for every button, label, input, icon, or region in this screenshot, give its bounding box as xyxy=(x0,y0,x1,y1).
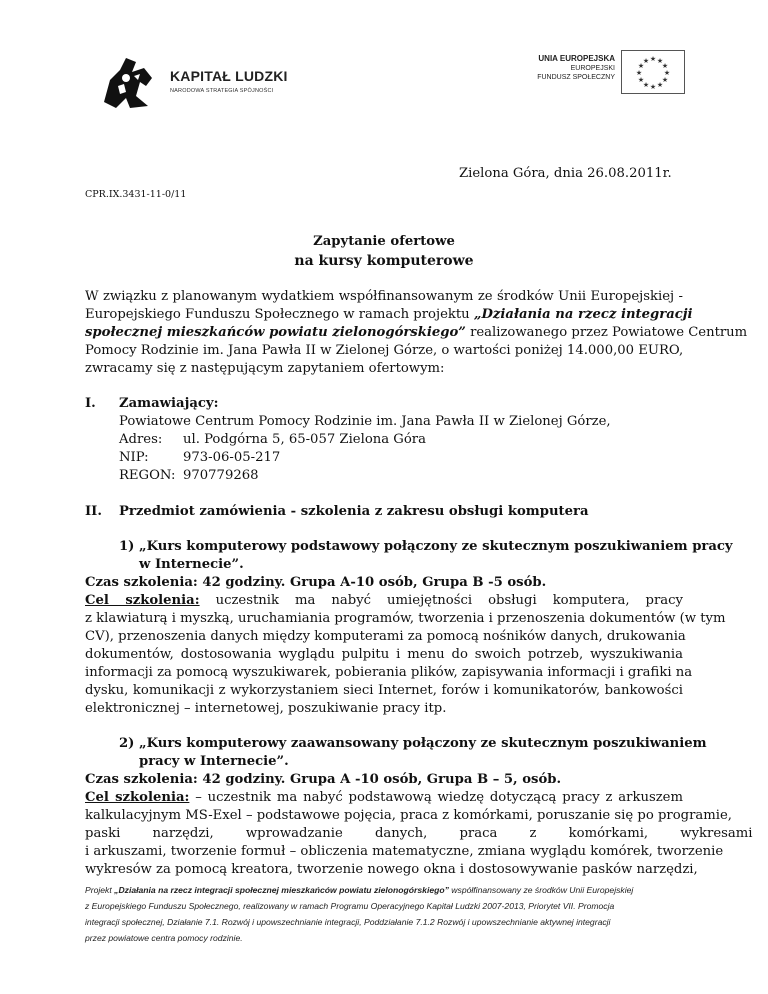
kapital-ludzki-subtitle: NARODOWA STRATEGIA SPÓJNOŚCI xyxy=(170,88,274,94)
kapital-ludzki-emblem xyxy=(96,52,162,112)
eu-flag-icon xyxy=(621,50,685,94)
course-2-number: 2) xyxy=(119,736,135,751)
intro-line-3 xyxy=(85,324,748,342)
svg-text:★: ★ xyxy=(635,69,643,77)
course-2-goal-line-1 xyxy=(85,789,683,807)
course-1-goal-line-1 xyxy=(85,592,683,610)
course-1-time: Czas szkolenia: 42 godziny. Grupa A-10 osób, Grupa B -5 osób. xyxy=(85,575,547,590)
course-1-goal-line-5: informacji za pomocą wyszukiwarek, pobierania plików, zapisywania informacji i grafiki na xyxy=(85,665,693,680)
document-title: Zapytanie ofertowe xyxy=(313,234,455,249)
svg-text:★: ★ xyxy=(637,76,645,84)
nip-value: 973-06-05-217 xyxy=(183,450,281,465)
course-1-goal-text: uczestnik ma nabyć umiejętności obsługi komputera, pracy xyxy=(199,593,683,608)
eu-logo xyxy=(505,48,685,108)
course-2-goal-text: – uczestnik ma nabyć podstawową wiedzę dotyczącą pracy z arkuszem xyxy=(189,790,683,805)
section-1-number: I. xyxy=(85,396,96,411)
eu-logo-line1: UNIA EUROPEJSKA xyxy=(538,54,615,63)
course-2-goal-line-3: paski narzędzi, wprowadzanie danych, praca z komórkami, wykresami xyxy=(85,826,753,841)
address-value: ul. Podgórna 5, 65-057 Zielona Góra xyxy=(183,432,426,447)
course-2-time: Czas szkolenia: 42 godziny. Grupa A -10 osób, Grupa B – 5, osób. xyxy=(85,772,562,787)
regon-label: REGON: xyxy=(119,468,176,483)
intro-line-5: zwracamy się z następującym zapytaniem ofertowym: xyxy=(85,361,445,376)
course-1-title-line-1: „Kurs komputerowy podstawowy połączony ze skutecznym poszukiwaniem pracy xyxy=(139,539,733,554)
course-1-title-line-2: w Internecie”. xyxy=(139,557,244,572)
course-1-goal-line-3: CV), przenoszenia danych między komputerami za pomocą nośników danych, drukowania xyxy=(85,629,686,644)
eu-logo-line2: EUROPEJSKI xyxy=(570,65,615,72)
kapital-ludzki-logo xyxy=(96,52,286,112)
svg-text:★: ★ xyxy=(663,69,671,77)
course-1-number: 1) xyxy=(119,539,135,554)
footer-prefix: Projekt xyxy=(85,885,115,895)
course-2-goal-line-2: kalkulacyjnym MS-Exel – podstawowe pojęcia, praca z komórkami, poruszanie się po programie, xyxy=(85,808,732,823)
svg-text:★: ★ xyxy=(656,57,664,65)
footer-project-name: „Działania na rzecz integracji społecznej mieszkańców powiatu zielonogórskiego” xyxy=(114,885,449,895)
course-1-goal-line-2: z klawiaturą i myszką, uruchamiania programów, tworzenia i przenoszenia dokumentów (w tym xyxy=(85,611,726,626)
svg-text:★: ★ xyxy=(656,81,664,89)
section-2-number: II. xyxy=(85,504,102,519)
regon-value: 970779268 xyxy=(183,468,259,483)
intro-line-1: W związku z planowanym wydatkiem współfinansowanym ze środków Unii Europejskiej - xyxy=(85,289,683,304)
nip-label: NIP: xyxy=(119,450,149,465)
course-2-goal-line-5: wykresów za pomocą kreatora, tworzenie nowego okna i dostosowywanie pasków narzędzi, xyxy=(85,862,698,877)
svg-text:★: ★ xyxy=(661,62,669,70)
footer-line-4: przez powiatowe centra pomocy rodzinie. xyxy=(85,933,243,943)
course-2-title-line-1: „Kurs komputerowy zaawansowany połączony ze skutecznym poszukiwaniem xyxy=(139,736,707,751)
reference-number: CPR.IX.3431-11-0/11 xyxy=(85,189,187,200)
eu-logo-text xyxy=(537,54,615,82)
footer-line-2: z Europejskiego Funduszu Społecznego, realizowany w ramach Programu Operacyjnego Kapitał Ludzki 2007-2013, Priorytet VII. Promocja xyxy=(85,901,615,911)
footer-line-1 xyxy=(85,882,683,898)
section-2-heading: Przedmiot zamówienia - szkolenia z zakresu obsługi komputera xyxy=(119,504,589,519)
svg-text:★: ★ xyxy=(649,55,657,63)
footer-line-3: integracji społecznej, Działanie 7.1. Rozwój i upowszechnianie integracji, Poddziałanie 7.1.2 Rozwój i upowszechnianie aktywnej integracji xyxy=(85,917,611,927)
address-label: Adres: xyxy=(119,432,163,447)
project-name-part1: „Działania na rzecz integracji xyxy=(473,307,693,322)
svg-text:★: ★ xyxy=(642,81,650,89)
course-1-goal-label: Cel szkolenia: xyxy=(85,593,200,608)
intro-line-3-text: realizowanego przez Powiatowe Centrum xyxy=(465,325,748,340)
document-subtitle: na kursy komputerowe xyxy=(294,253,474,269)
place-date: Zielona Góra, dnia 26.08.2011r. xyxy=(459,166,672,181)
svg-text:★: ★ xyxy=(661,76,669,84)
kapital-ludzki-title: KAPITAŁ LUDZKI xyxy=(170,68,288,84)
footer-cofinanced: współfinansowany ze środków Unii Europejskiej xyxy=(448,885,634,895)
intro-line-2-text: Europejskiego Funduszu Społecznego w ramach projektu xyxy=(85,307,474,322)
intro-line-2 xyxy=(85,306,693,324)
project-name-part2: społecznej mieszkańców powiatu zielonogórskiego” xyxy=(85,325,466,340)
eu-logo-line3: FUNDUSZ SPOŁECZNY xyxy=(537,74,615,81)
course-2-goal-label: Cel szkolenia: xyxy=(85,790,190,805)
svg-text:★: ★ xyxy=(637,62,645,70)
course-2-goal-line-4: i arkuszami, tworzenie formuł – obliczenia matematyczne, zmiana wyglądu komórek, tworzenie xyxy=(85,844,724,859)
svg-text:★: ★ xyxy=(642,57,650,65)
course-2-title-line-2: pracy w Internecie”. xyxy=(139,754,289,769)
intro-line-4: Pomocy Rodzinie im. Jana Pawła II w Zielonej Górze, o wartości poniżej 14.000,00 EURO, xyxy=(85,343,684,358)
course-1-goal-line-7: elektronicznej – internetowej, poszukiwanie pracy itp. xyxy=(85,701,447,716)
orderer-name: Powiatowe Centrum Pomocy Rodzinie im. Jana Pawła II w Zielonej Górze, xyxy=(119,414,611,429)
page-footer xyxy=(85,882,683,946)
section-1-heading: Zamawiający: xyxy=(119,396,219,411)
course-1-goal-line-4: dokumentów, dostosowania wyglądu pulpitu i menu do swoich potrzeb, wyszukiwania xyxy=(85,647,683,662)
svg-text:★: ★ xyxy=(649,83,657,91)
course-1-goal-line-6: dysku, komunikacji z wykorzystaniem sieci Internet, forów i komunikatorów, bankowości xyxy=(85,683,683,698)
